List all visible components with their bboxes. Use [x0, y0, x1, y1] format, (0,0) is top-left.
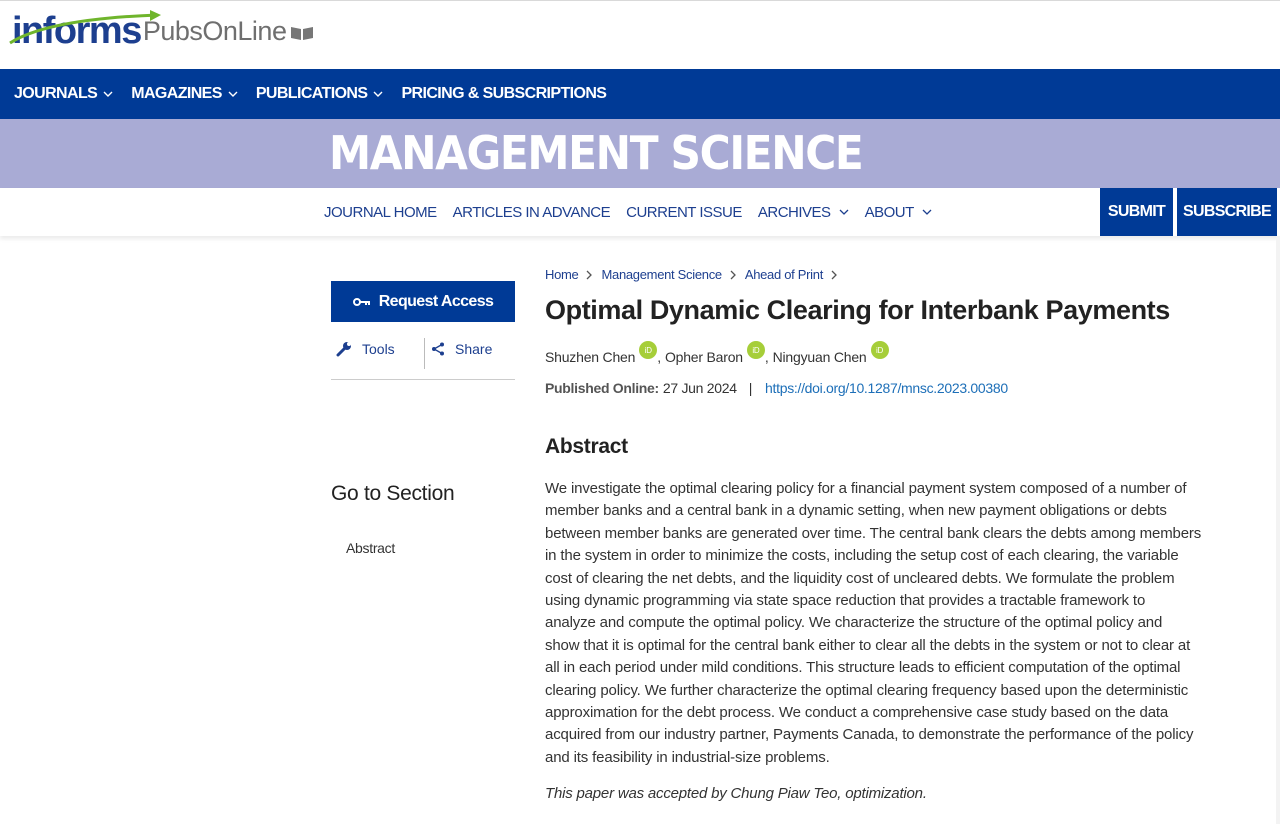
key-icon [353, 297, 371, 307]
abstract-line: approximation for the debt process. We conduct a comprehensive case study based on the data [545, 704, 1169, 722]
chevron-down-icon [103, 91, 113, 97]
abstract-line: clearing policy. We further characterize the optimal clearing frequency based upon the deterministic [545, 681, 1189, 699]
abstract-line: using dynamic programming via state space reduction that provides a tractable framework to [545, 592, 1146, 610]
primary-nav [0, 69, 1280, 119]
subscribe-button[interactable]: SUBSCRIBE [1177, 188, 1277, 236]
logo-informs-text: informs [12, 10, 141, 52]
nav-magazines[interactable] [131, 85, 238, 103]
chevron-down-icon [228, 91, 238, 97]
nav-pricing-label: PRICING & SUBSCRIPTIONS [401, 85, 607, 102]
abstract-line: in the system in order to minimize the costs, including the setup cost of each clearing, the variable [545, 547, 1179, 565]
nav-publications-label: PUBLICATIONS [255, 85, 368, 102]
journal-nav-links [324, 188, 948, 236]
logo-bar [0, 0, 1280, 69]
logo-pubsonline-text: PubsOnLine [142, 16, 287, 46]
share-icon [431, 342, 445, 356]
author-name[interactable]: Shuzhen Chen [545, 349, 636, 365]
chevron-down-icon [373, 91, 383, 97]
tools-label: Tools [362, 341, 395, 357]
abstract-line: We investigate the optimal clearing policy for a financial payment system composed of a number of [545, 480, 1187, 497]
orcid-icon[interactable]: iD [747, 341, 765, 359]
breadcrumb [545, 267, 846, 282]
chevron-right-icon [730, 270, 737, 280]
go-to-abstract-link[interactable]: Abstract [346, 540, 395, 556]
author-separator: , [764, 349, 769, 365]
breadcrumb-home[interactable]: Home [545, 267, 579, 282]
tools-divider [424, 338, 425, 369]
abstract-line: analyze and compute the optimal policy. We characterize the structure of the optimal policy and [545, 614, 1163, 632]
orcid-icon[interactable]: iD [639, 341, 657, 359]
journal-banner [0, 119, 1280, 188]
nav-current-issue-label: CURRENT ISSUE [626, 203, 742, 221]
nav-about[interactable] [865, 204, 932, 221]
chevron-right-icon [831, 270, 838, 280]
wrench-icon [336, 341, 352, 357]
nav-articles-in-advance[interactable] [453, 204, 611, 221]
journal-title[interactable]: MANAGEMENT SCIENCE [329, 126, 863, 180]
accepted-by-note: This paper was accepted by Chung Piaw Teo, optimization. [545, 785, 927, 802]
breadcrumb-ahead-of-print[interactable]: Ahead of Print [744, 267, 824, 282]
go-to-section-heading: Go to Section [331, 482, 455, 505]
abstract-text [545, 478, 1261, 769]
abstract-line: and its feasibility in industrial-size problems. [545, 748, 830, 766]
abstract-heading: Abstract [545, 435, 628, 458]
nav-journals[interactable] [14, 85, 113, 103]
informs-pubsonline-logo[interactable] [12, 9, 314, 53]
author-item [545, 347, 657, 365]
page-scroll-edge [1276, 236, 1280, 824]
logo-swoosh-icon [8, 9, 168, 49]
journal-nav [0, 188, 1280, 236]
tools-share-row [331, 336, 515, 380]
nav-current-issue[interactable] [626, 204, 742, 221]
orcid-icon[interactable]: iD [871, 341, 889, 359]
author-item [665, 347, 765, 365]
author-item [773, 347, 889, 365]
chevron-down-icon [839, 209, 849, 215]
published-date: 27 Jun 2024 [662, 380, 737, 396]
nav-journals-label: JOURNALS [14, 85, 98, 102]
abstract-line: show that it is optimal for the central bank either to clear all the debts in the system or not to clear at [545, 636, 1191, 654]
author-separator: , [657, 349, 661, 365]
author-name[interactable]: Opher Baron [664, 349, 743, 365]
nav-about-label: ABOUT [864, 203, 914, 221]
submit-button[interactable]: SUBMIT [1100, 188, 1173, 236]
article-title: Optimal Dynamic Clearing for Interbank Payments [545, 295, 1170, 325]
abstract-line: between member banks are generated over time. The central bank clears the debts among members [545, 524, 1202, 542]
nav-articles-in-advance-label: ARTICLES IN ADVANCE [452, 203, 611, 221]
publication-separator: | [748, 380, 753, 396]
chevron-down-icon [922, 209, 932, 215]
nav-journal-home-label: JOURNAL HOME [324, 203, 437, 221]
share-button[interactable] [431, 341, 492, 357]
nav-archives[interactable] [758, 204, 849, 221]
abstract-line: member banks and a central bank in a dynamic setting, when new payment obligations or debts [545, 502, 1167, 520]
request-access-button[interactable] [331, 281, 515, 322]
abstract-line: cost of clearing the net debts, and the liquidity cost of uncleared debts. We formulate the problem [545, 569, 1175, 587]
request-access-label: Request Access [378, 292, 494, 310]
nav-magazines-label: MAGAZINES [131, 85, 222, 102]
nav-publications[interactable] [256, 85, 384, 103]
chevron-right-icon [586, 270, 593, 280]
book-icon [290, 25, 314, 41]
nav-archives-label: ARCHIVES [757, 203, 831, 221]
nav-journal-home[interactable] [324, 204, 437, 221]
publication-info [545, 380, 1008, 396]
breadcrumb-management-science[interactable]: Management Science [601, 267, 722, 282]
published-online-label: Published Online: [545, 380, 659, 396]
abstract-line: all in each period under mild conditions. This structure leads to efficient computation of the optimal [545, 659, 1181, 677]
abstract-line: acquired from our industry partner, Payments Canada, to demonstrate the performance of the policy [545, 726, 1194, 744]
author-list [545, 343, 889, 365]
doi-link[interactable]: https://doi.org/10.1287/mnsc.2023.00380 [765, 380, 1008, 396]
nav-pricing-subscriptions[interactable] [401, 85, 606, 103]
tools-button[interactable] [336, 341, 395, 357]
author-name[interactable]: Ningyuan Chen [772, 349, 867, 365]
share-label: Share [455, 341, 493, 357]
